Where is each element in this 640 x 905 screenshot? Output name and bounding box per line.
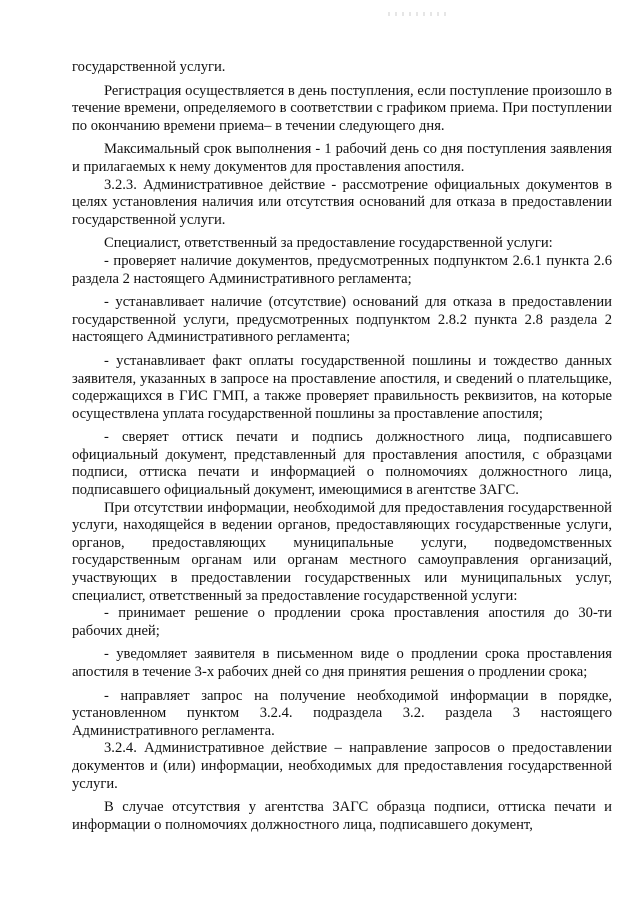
paragraph-3-2-4: 3.2.4. Административное действие – направление запросов о предоставлении документов и (или) информации, необходимых для предоставления государственной услуги.	[72, 740, 612, 792]
document-body	[72, 59, 612, 834]
list-item-grounds-refusal: - устанавливает наличие (отсутствие) оснований для отказа в предоставлении государственной услуги, предусмотренных подпунктом 2.8.2 пункта 2.8 раздела 2 настоящего Административного регламента;	[72, 294, 612, 346]
list-item-extend-term: - принимает решение о продлении срока проставления апостиля до 30-ти рабочих дней;	[72, 605, 612, 639]
paragraph-registration: Регистрация осуществляется в день поступления, если поступление произошло в течение времени, определяемого в соответствии с графиком приема. При поступлении по окончанию времени приема– в течении следующего дня.	[72, 82, 612, 134]
paragraph-absence-sample: В случае отсутствия у агентства ЗАГС образца подписи, оттиска печати и информации о полномочиях должностного лица, подписавшего документ,	[72, 799, 612, 833]
paragraph-specialist: Специалист, ответственный за предоставление государственной услуги:	[104, 235, 553, 252]
paragraph-missing-info: При отсутствии информации, необходимой для предоставления государственной услуги, находящейся в ведении органов, предоставляющих государственные услуги, органов, предоставляющих муниципальные услуги, подведомственных государственным органам или органам местного самоуправления организаций, участвующих в предоставлении государственных или муниципальных услуг, специалист, ответственный за предоставление государственной услуги:	[72, 499, 612, 604]
paragraph-max-term: Максимальный срок выполнения - 1 рабочий день со дня поступления заявления и прилагаемых к нему документов для проставления апостиля.	[72, 141, 612, 175]
list-item-check-documents: - проверяет наличие документов, предусмотренных подпунктом 2.6.1 пункта 2.6 раздела 2 настоящего Административного регламента;	[72, 252, 612, 287]
paragraph-continuation: государственной услуги.	[72, 59, 226, 75]
list-item-notify-applicant: - уведомляет заявителя в письменном виде о продлении срока проставления апостиля в течение 3-х рабочих дней со дня принятия решения о продлении срока;	[72, 646, 612, 680]
paragraph-3-2-3: 3.2.3. Административное действие - рассмотрение официальных документов в целях установления наличия или отсутствия оснований для отказа в предоставлении государственной услуги.	[72, 176, 612, 228]
list-item-seal-check: - сверяет оттиск печати и подпись должностного лица, подписавшего официальный документ, представленный для проставления апостиля, с образцами подписи, оттиска печати и информацией о полномочиях должностного лица, подписавшего официальный документ, имеющимися в агентстве ЗАГС.	[72, 429, 612, 499]
scan-artifact	[388, 12, 448, 16]
list-item-send-request: - направляет запрос на получение необходимой информации в порядке, установленном пунктом 3.2.4. подраздела 3.2. раздела 3 настоящего Административного регламента.	[72, 687, 612, 739]
list-item-payment-check: - устанавливает факт оплаты государственной пошлины и тождество данных заявителя, указанных в запросе на проставление апостиля, и сведений о плательщике, содержащихся в ГИС ГМП, а также проверяет правильность реквизитов, на которые осуществлена уплата государственной пошлины за проставление апостиля;	[72, 352, 612, 422]
